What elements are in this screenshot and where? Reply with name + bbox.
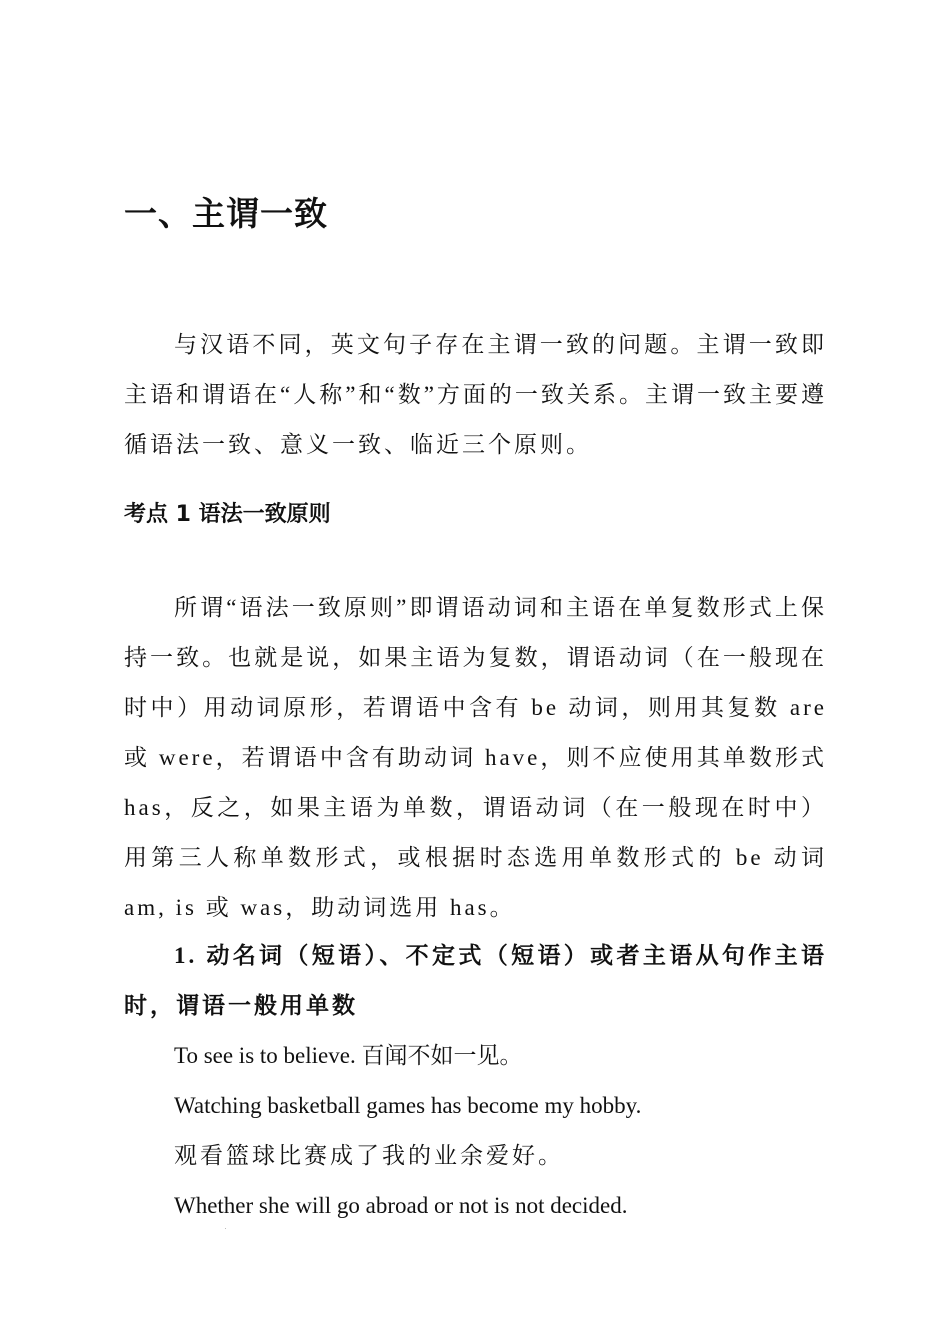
section-body-paragraph: 所谓“语法一致原则”即谓语动词和主语在单复数形式上保持一致。也就是说，如果主语为复数，谓语动词（在一般现在时中）用动词原形，若谓语中含有 be 动词，则用其复数 are 或 were，若谓语中含有助动词 have，则不应使用其单数形式 has，反之，如果主语为单数，谓语动词（在一般现在时中）用第三人称单数形式，或根据时态选用单数形式的 be 动词 am, is 或 was，助动词选用 has。 xyxy=(124,595,827,920)
example-translation: 观看篮球比赛成了我的业余爱好。 xyxy=(174,1143,564,1168)
example-sentence: Watching basketball games has become my hobby. xyxy=(174,1093,642,1118)
scan-speck xyxy=(225,1228,226,1229)
page-title: 一、主谓一致 xyxy=(124,194,328,233)
example-sentence: To see is to believe. 百闻不如一见。 xyxy=(174,1043,523,1068)
example-sentence: Whether she will go abroad or not is not decided. xyxy=(174,1193,628,1218)
intro-paragraph: 与汉语不同，英文句子存在主谓一致的问题。主谓一致即主语和谓语在“人称”和“数”方面的一致关系。主谓一致主要遵循语法一致、意义一致、临近三个原则。 xyxy=(124,332,827,457)
rule-heading: 1. 动名词（短语）、不定式（短语）或者主语从句作主语时，谓语一般用单数 xyxy=(124,943,827,1018)
section-heading: 考点 1 语法一致原则 xyxy=(124,502,331,527)
